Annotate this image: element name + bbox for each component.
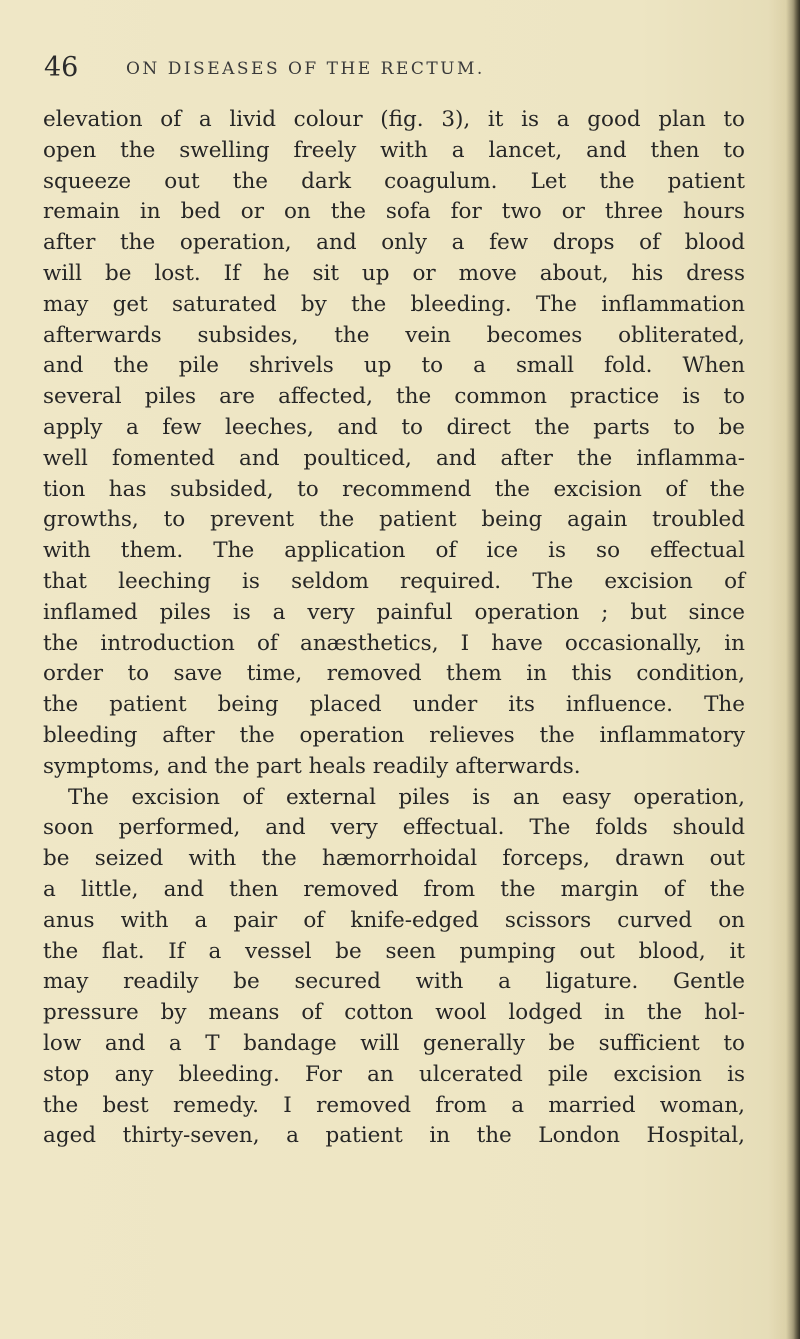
- text-line: the introduction of anæsthetics, I have occasionally, in: [43, 630, 745, 656]
- text-line: several piles are affected, the common practice is to: [43, 384, 745, 410]
- text-line: the best remedy. I removed from a married woman,: [43, 1092, 745, 1118]
- text-line: anus with a pair of knife-edged scissors curved on: [43, 907, 745, 933]
- text-line: the flat. If a vessel be seen pumping out blood, it: [43, 938, 745, 964]
- text-line: remain in bed or on the sofa for two or three hours: [43, 199, 745, 225]
- text-line: symptoms, and the part heals readily afterwards.: [43, 753, 581, 779]
- text-line: well fomented and poulticed, and after the inflamma-: [43, 445, 745, 471]
- text-line: growths, to prevent the patient being again troubled: [43, 507, 745, 533]
- text-line: low and a T bandage will generally be sufficient to: [43, 1030, 745, 1056]
- text-line: and the pile shrivels up to a small fold. When: [43, 353, 745, 379]
- text-line: squeeze out the dark coagulum. Let the patient: [43, 168, 745, 194]
- text-line: may readily be secured with a ligature. Gentle: [43, 969, 745, 995]
- text-line: aged thirty-seven, a patient in the London Hospital,: [43, 1123, 745, 1149]
- text-line: tion has subsided, to recommend the excision of the: [43, 476, 745, 502]
- text-line: bleeding after the operation relieves the inflammatory: [43, 722, 745, 748]
- text-line: be seized with the hæmorrhoidal forceps, drawn out: [43, 846, 745, 872]
- page-header: [44, 50, 744, 86]
- text-line: will be lost. If he sit up or move about, his dress: [43, 260, 745, 286]
- text-line: may get saturated by the bleeding. The inflammation: [43, 291, 745, 317]
- text-line: the patient being placed under its influence. The: [43, 692, 745, 718]
- text-line: apply a few leeches, and to direct the parts to be: [43, 414, 745, 440]
- running-head: ON DISEASES OF THE RECTUM.: [126, 59, 485, 79]
- text-line: with them. The application of ice is so effectual: [43, 538, 745, 564]
- body-text: [43, 105, 745, 1152]
- text-line: inflamed piles is a very painful operation ; but since: [43, 599, 745, 625]
- text-line: The excision of external piles is an easy operation,: [68, 784, 745, 810]
- text-line: order to save time, removed them in this condition,: [43, 661, 745, 687]
- text-line: afterwards subsides, the vein becomes obliterated,: [43, 322, 745, 348]
- text-line: that leeching is seldom required. The excision of: [43, 568, 745, 594]
- text-line: stop any bleeding. For an ulcerated pile excision is: [43, 1061, 745, 1087]
- text-line: open the swelling freely with a lancet, and then to: [43, 137, 745, 163]
- page-number: 46: [44, 52, 79, 83]
- page-edge-shadow: [786, 0, 800, 1339]
- text-line: elevation of a livid colour (fig. 3), it is a good plan to: [43, 107, 745, 132]
- text-line: pressure by means of cotton wool lodged in the hol-: [43, 1000, 745, 1026]
- text-line: after the operation, and only a few drops of blood: [43, 230, 745, 256]
- text-line: a little, and then removed from the margin of the: [43, 876, 745, 902]
- text-line: soon performed, and very effectual. The folds should: [43, 815, 745, 841]
